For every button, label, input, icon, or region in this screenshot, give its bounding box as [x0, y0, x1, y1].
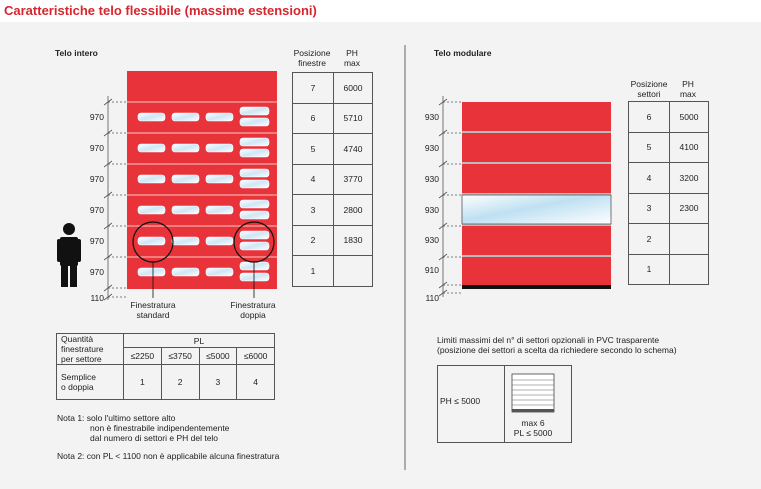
left-dim-0: 970 — [89, 112, 104, 122]
left-position-table — [292, 72, 373, 287]
pl-table: Quantità finestrature per settore PL ≤2250 ≤3750 ≤5000 ≤6000 Semplice o doppia 1 2 3 4 — [56, 333, 275, 400]
note-1: Nota 1: solo l'ultimo settore alto non è finestrabile indipendentemente dal numero di settori e PH del telo — [57, 413, 230, 443]
left-table-head-pos: Posizione finestre — [293, 48, 331, 68]
standard-label: Finestratura standard — [130, 300, 176, 320]
note-2: Nota 2: con PL < 1100 non è applicabile alcuna finestratura — [57, 451, 280, 461]
left-dim-5: 970 — [89, 267, 104, 277]
right-dim-1: 930 — [424, 143, 439, 153]
right-dimension-lines — [439, 96, 462, 297]
page-title: Caratteristiche telo flessibile (massime estensioni) — [4, 3, 317, 18]
right-table-head-pos: Posizione settori — [630, 79, 668, 99]
left-dim-2: 970 — [89, 174, 104, 184]
table-row: 2 1830 — [293, 225, 373, 256]
table-row: 6 5000 — [629, 102, 709, 133]
table-row: 3 2300 — [629, 193, 709, 224]
table-row: 5 4740 — [293, 134, 373, 165]
right-dim-4: 930 — [424, 235, 439, 245]
left-dimension-lines — [104, 96, 127, 300]
human-icon — [57, 223, 81, 287]
right-dim-3: 930 — [424, 205, 439, 215]
limit-text: Limiti massimi del n° di settori opzionali in PVC trasparente (posizione dei settori a scelta da richiedere secondo lo schema) — [437, 335, 677, 355]
table-row: 4 3770 — [293, 164, 373, 195]
right-position-table — [628, 101, 709, 285]
modular-door-heading: Telo modulare — [434, 48, 492, 58]
left-dim-6: 110 — [90, 293, 104, 303]
left-dim-3: 970 — [89, 205, 104, 215]
full-door — [127, 71, 277, 289]
limit-box-ph: PH ≤ 5000 — [440, 396, 481, 406]
limit-box-caption: max 6 PL ≤ 5000 — [513, 418, 553, 438]
right-dim-0: 930 — [424, 112, 439, 122]
table-row: 1 — [629, 254, 709, 285]
full-door-heading: Telo intero — [55, 48, 98, 58]
left-dim-1: 970 — [89, 143, 104, 153]
table-row: 1 — [293, 256, 373, 287]
right-dim-2: 930 — [424, 174, 439, 184]
right-dim-5: 910 — [424, 265, 439, 275]
table-row: 3 2800 — [293, 195, 373, 226]
table-row: 6 5710 — [293, 103, 373, 134]
pl-header: PL — [124, 334, 275, 348]
left-table-head-ph: PH max — [343, 48, 361, 68]
double-label: Finestratura doppia — [230, 300, 276, 320]
table-row: 5 4100 — [629, 132, 709, 163]
table-row: 2 — [629, 224, 709, 255]
right-table-head-ph: PH max — [679, 79, 697, 99]
left-dim-4: 970 — [89, 236, 104, 246]
right-dim-6: 110 — [425, 293, 439, 303]
modular-door — [462, 102, 611, 289]
table-row: 7 6000 — [293, 73, 373, 104]
table-row: 4 3200 — [629, 163, 709, 194]
